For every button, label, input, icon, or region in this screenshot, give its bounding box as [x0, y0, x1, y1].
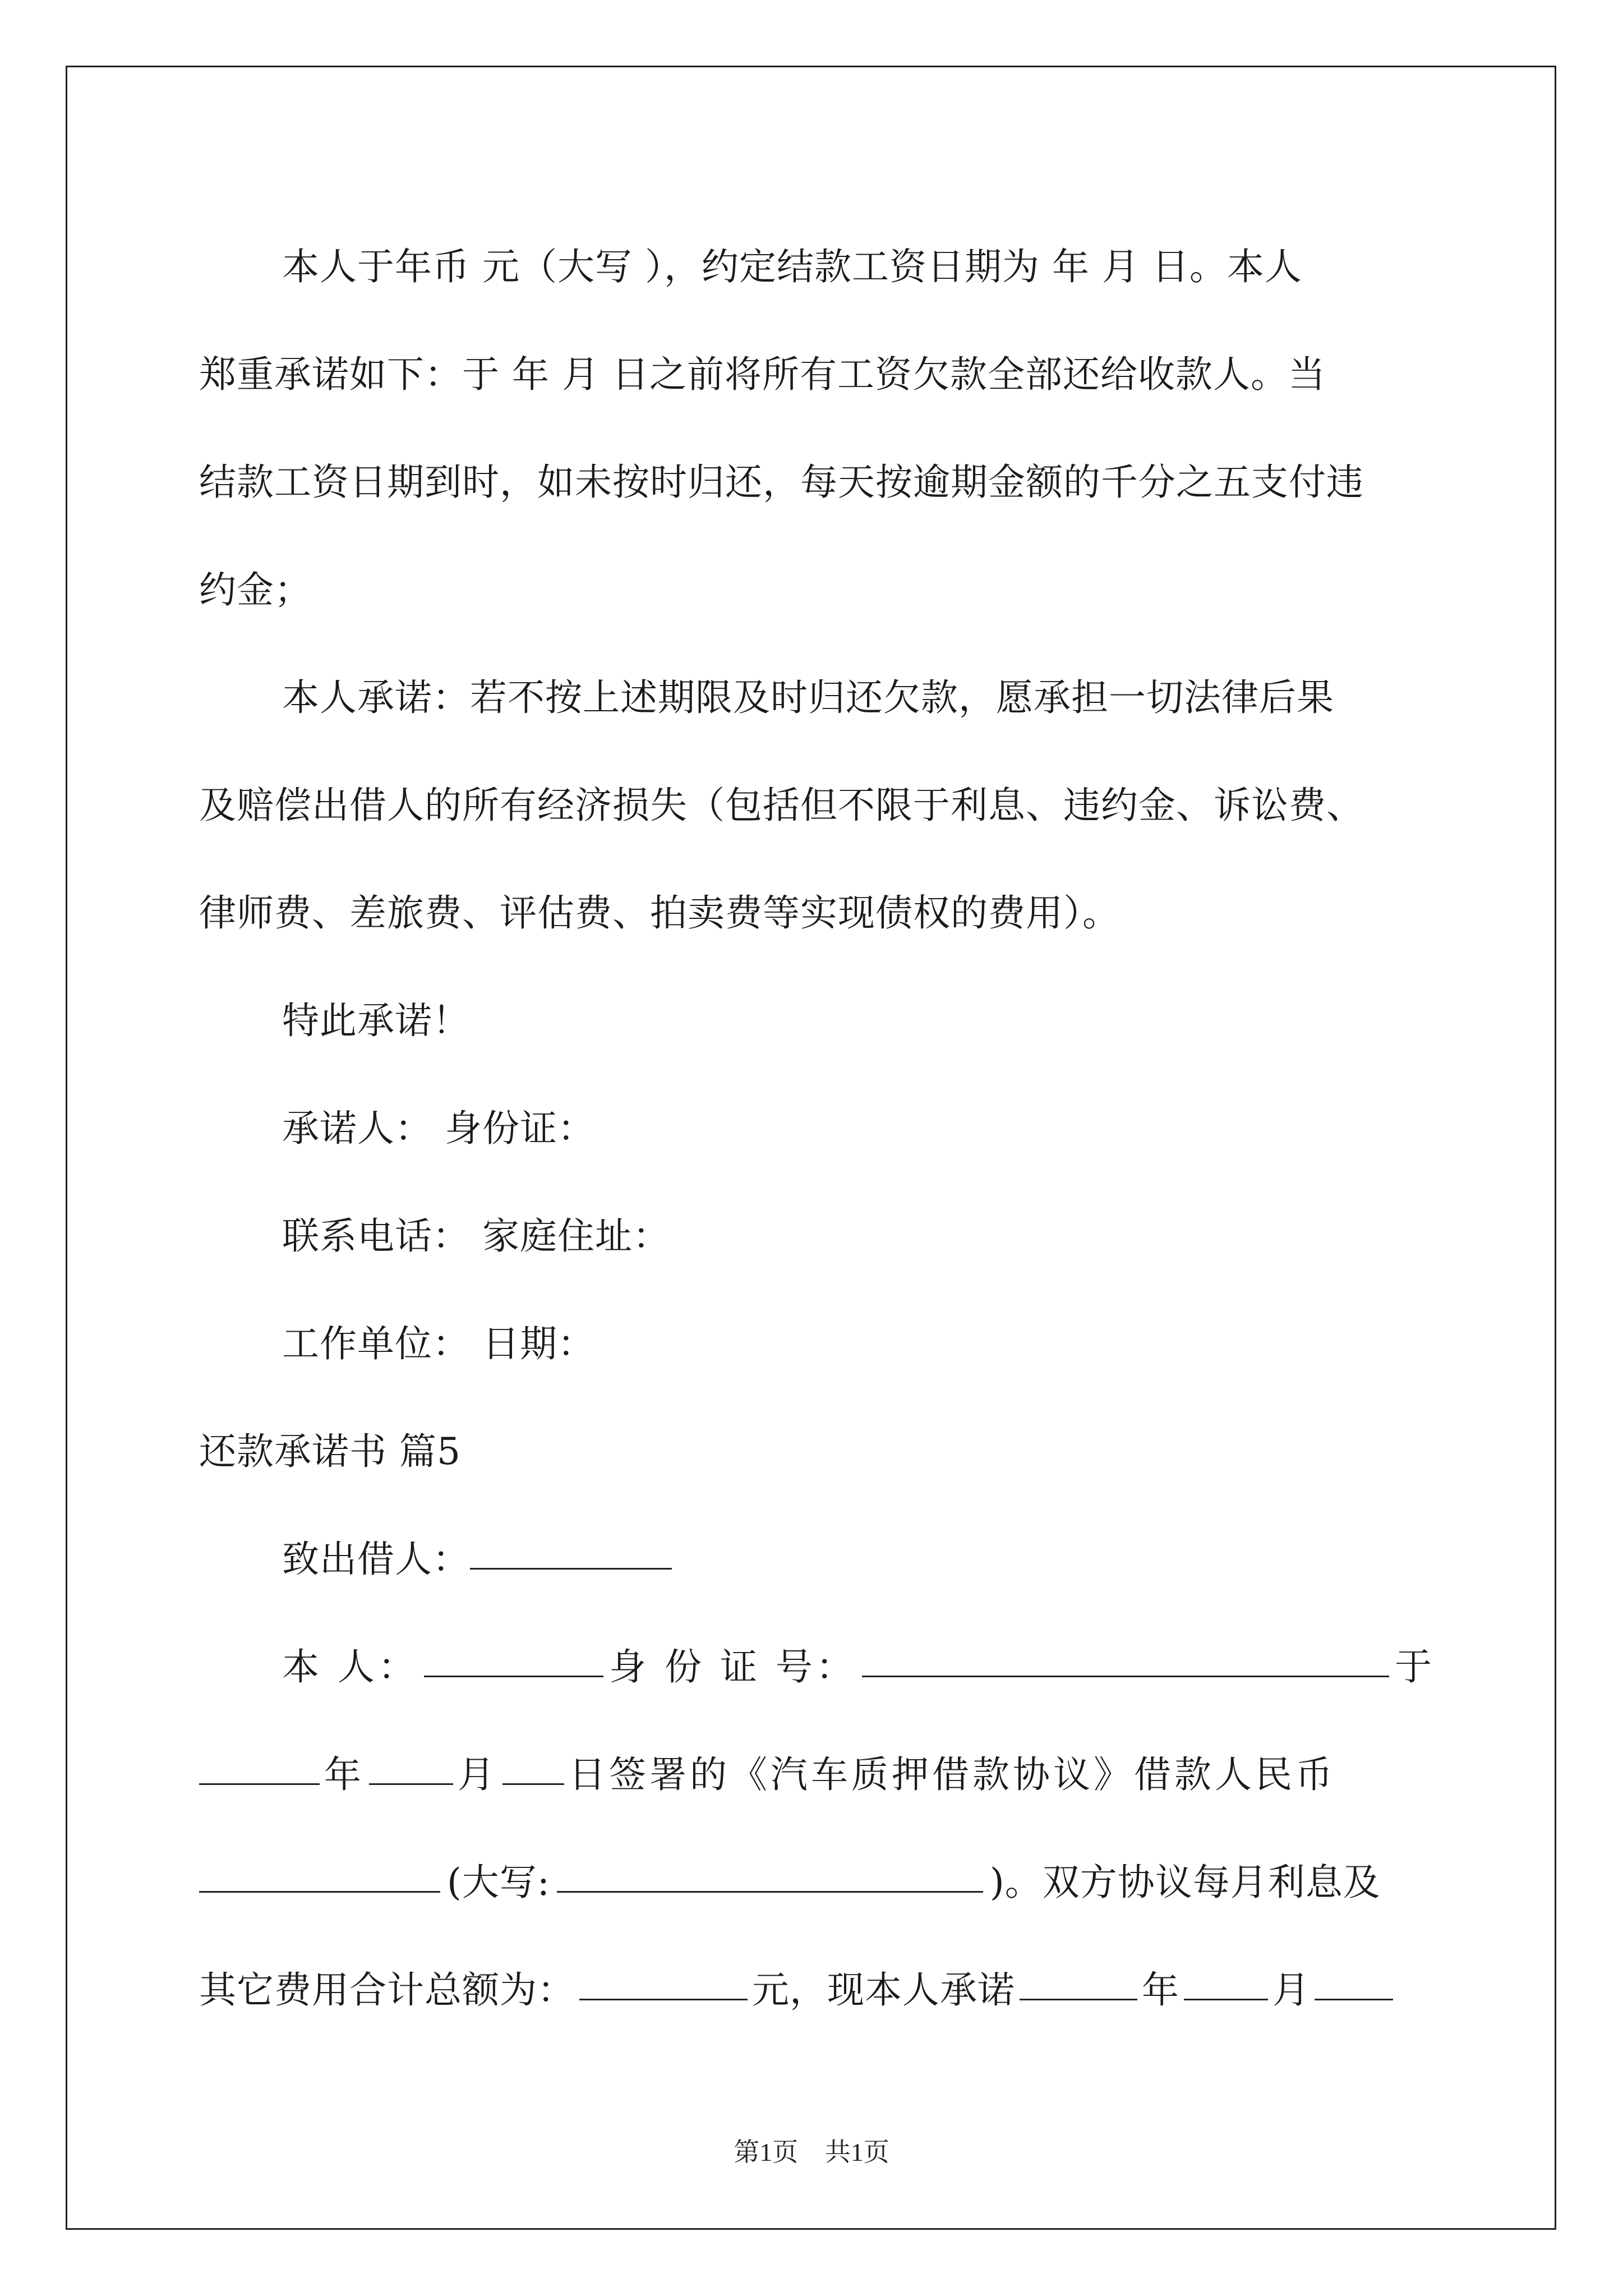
year-label: 年 — [324, 1753, 365, 1796]
blank-field — [557, 1857, 983, 1893]
blank-field — [199, 1857, 440, 1893]
page-number: 第1页 — [734, 2138, 799, 2166]
promise-text: 元，现本人承诺 — [752, 1968, 1015, 2012]
uppercase-label: (大写: — [447, 1861, 550, 1904]
total-line — [199, 1936, 1467, 2044]
closing-statement: 特此承诺！ — [282, 999, 470, 1042]
signer-line: 承诺人： 身份证： — [282, 1107, 595, 1150]
contact-line: 联系电话： 家庭住址： — [282, 1214, 670, 1258]
paragraph-line: 及赔偿出借人的所有经济损失（包括但不限于利息、违约金、诉讼费、 — [199, 784, 1364, 827]
agreement-line — [199, 1721, 1467, 1829]
blank-field — [369, 1750, 453, 1785]
identity-line — [199, 1613, 1467, 1721]
blank-field — [1315, 1965, 1393, 2000]
section-heading: 还款承诺书 篇5 — [199, 1430, 461, 1473]
at-label: 于 — [1394, 1645, 1435, 1688]
id-number-label: 身 份 证 号： — [608, 1645, 856, 1688]
work-date-line: 工作单位： 日期： — [282, 1322, 595, 1365]
paragraph-line: 郑重承诺如下：于 年 月 日之前将所有工资欠款全部还给收款人。当 — [199, 353, 1326, 396]
page-footer — [0, 2132, 1623, 2169]
amount-line — [199, 1829, 1467, 1936]
year-label: 年 — [1142, 1968, 1179, 2012]
blank-field — [470, 1534, 672, 1570]
month-label: 月 — [458, 1753, 498, 1796]
document-body — [199, 213, 1467, 2044]
blank-field — [579, 1965, 748, 2000]
blank-field — [502, 1750, 564, 1785]
paragraph-line: 律师费、差旅费、评估费、拍卖费等实现债权的费用）。 — [199, 891, 1120, 935]
blank-field — [1184, 1965, 1268, 2000]
blank-field — [199, 1750, 320, 1785]
addressee-line — [199, 1506, 1467, 1613]
agreement-text: 日签署的《汽车质押借款协议》借款人民币 — [569, 1753, 1336, 1796]
interest-text: )。双方协议每月利息及 — [990, 1861, 1381, 1904]
month-label: 月 — [1272, 1968, 1310, 2012]
self-label: 本 人： — [282, 1645, 418, 1688]
paragraph-line: 结款工资日期到时，如未按时归还，每天按逾期金额的千分之五支付违 — [199, 461, 1364, 504]
paragraph-line: 本人承诺：若不按上述期限及时归还欠款，愿承担一切法律后果 — [282, 676, 1334, 719]
page-total: 共1页 — [824, 2138, 889, 2166]
blank-field — [862, 1642, 1389, 1677]
blank-field — [424, 1642, 603, 1677]
paragraph-line: 约金； — [199, 568, 312, 611]
addressee-label: 致出借人： — [282, 1538, 470, 1581]
total-label: 其它费用合计总额为： — [199, 1968, 575, 2012]
paragraph-line: 本人于年币 元（大写 ），约定结款工资日期为 年 月 日。本人 — [282, 245, 1302, 288]
blank-field — [1020, 1965, 1137, 2000]
